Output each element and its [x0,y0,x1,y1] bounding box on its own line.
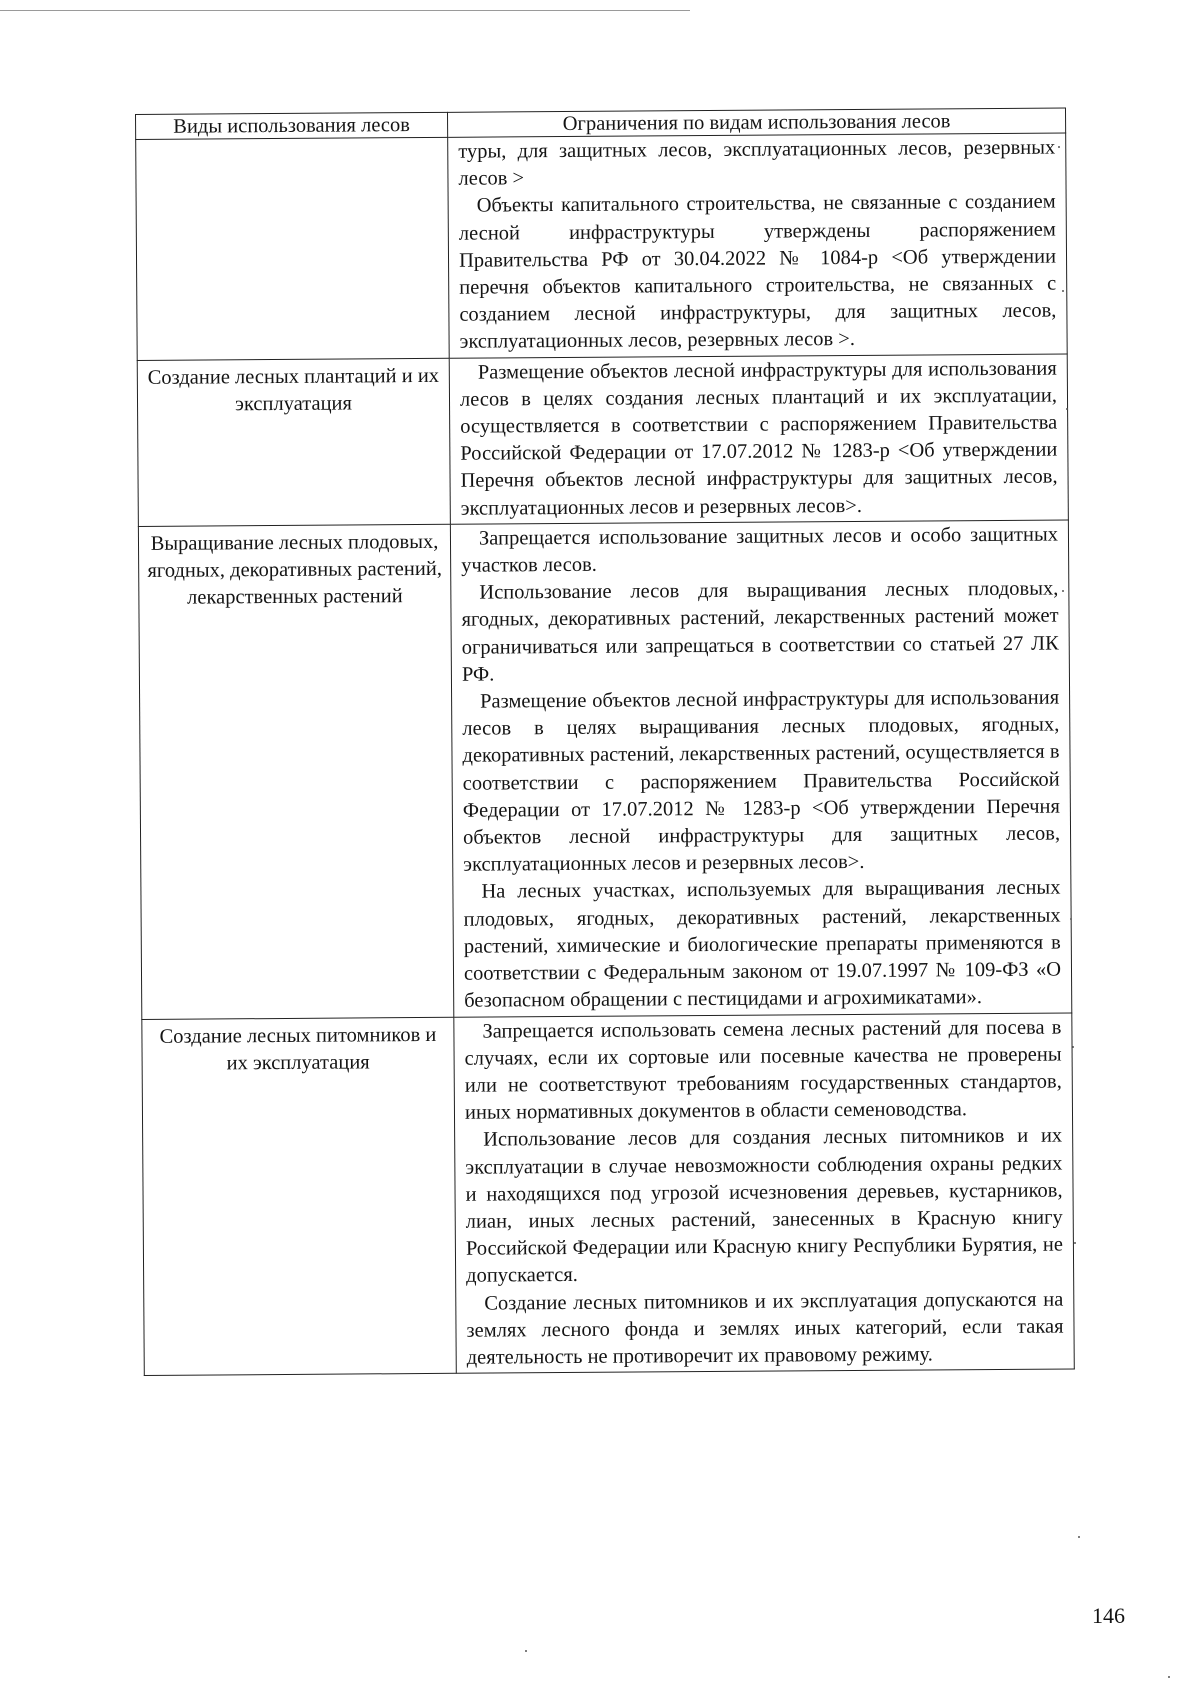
scan-edge-line [0,10,690,11]
restriction-paragraph: Создание лесных питомников и их эксплуатация допускаются на землях лесного фонда и землях иных категорий, если такая деятельность не противоречит их правовому режиму. [466,1288,1064,1369]
scan-speck [1168,1676,1170,1678]
restriction-paragraph: Запрещается использовать семена лесных растений для посева в случаях, если их сортовые или посевные качества не проверены или не соответствуют требованиям государственных стандартов, иных нормативных документов в области семеноводства. [464,1016,1062,1124]
restriction-paragraph: туры, для защитных лесов, эксплуатационных лесов, резервных лесов > [458,136,1056,190]
restrictions-cell [454,1012,1074,1373]
header-kinds-of-use: Виды использования лесов [136,112,448,139]
restrictions-cell [448,133,1068,358]
kind-of-use-cell: Выращивание лесных плодовых, ягодных, декоративных растений, лекарственных растений [138,524,453,1019]
scan-speck [525,1650,527,1652]
forest-use-restrictions-table [135,108,1075,1377]
scan-speck [1074,1242,1076,1244]
restriction-paragraph: На лесных участках, используемых для выращивания лесных плодовых, ягодных, декоративных растений, лекарственных растений, химические и биологические препараты применяются в соответствии с Федеральным законом от 19.07.1997 № 109-ФЗ «О безопасном обращении с пестицидами и агрохимикатами». [463,877,1062,1013]
restriction-paragraph: Запрещается использование защитных лесов и особо защитных участков лесов. [461,523,1059,577]
table-row [136,133,1068,360]
scan-speck [1062,590,1064,592]
scan-speck [1066,408,1068,410]
page-number: 146 [1092,1603,1125,1628]
restriction-paragraph: Использование лесов для создания лесных питомников и их эксплуатации в случае невозможности соблюдения охраны редких и находящихся под угрозой исчезновения деревьев, кустарников, лиан, иных лесных растений, занесенных в Красную книгу Российской Федерации или Красную книгу Республики Бурятия, не допускается. [465,1124,1063,1288]
scan-speck [1072,1046,1074,1048]
restriction-paragraph: Объекты капитального строительства, не связанные с созданием лесной инфраструктуры утверждены распоряжением Правительства РФ от 30.04.2022 № 1084-р <Об утверждении перечня объектов капитального строительства, не связанных с созданием лесной инфраструктуры, для защитных лесов, эксплуатационных лесов, резервных лесов >. [458,190,1057,354]
restrictions-cell [449,354,1068,525]
restriction-paragraph: Размещение объектов лесной инфраструктуры для использования лесов в целях выращивания лесных плодовых, ягодных, декоративных растений, лекарственных растений, осуществляется в соответствии с распоряжением Правительства Российской Федерации от 17.07.2012 № 1283-р <Об утверждении Перечня объектов лесной инфраструктуры для защитных лесов, эксплуатационных лесов и резервных лесов>. [462,686,1061,877]
scan-speck [1078,1536,1080,1538]
scan-speck [1058,146,1060,148]
table-row [137,354,1068,527]
kind-of-use-cell: Создание лесных питомников и их эксплуатация [142,1017,456,1376]
table-row [138,520,1071,1019]
table-row [142,1012,1074,1375]
restriction-paragraph: Использование лесов для выращивания лесных плодовых, ягодных, декоративных растений, лекарственных растений может ограничиваться или запрещаться в соответствии со статьей 27 ЛК РФ. [461,577,1059,686]
restriction-paragraph: Размещение объектов лесной инфраструктуры для использования лесов в целях создания лесных плантаций и их эксплуатации, осуществляется в соответствии с распоряжением Правительства Российской Федерации от 17.07.2012 № 1283-р <Об утверждении Перечня объектов лесной инфраструктуры для защитных лесов, эксплуатационных лесов и резервных лесов>. [459,357,1058,520]
scan-speck [1062,290,1064,292]
kind-of-use-cell [136,137,450,360]
restrictions-cell [450,520,1071,1017]
header-restrictions: Ограничения по видам использования лесов [447,108,1065,137]
scan-speck [1070,918,1072,920]
kind-of-use-cell: Создание лесных плантаций и их эксплуатация [137,358,450,526]
